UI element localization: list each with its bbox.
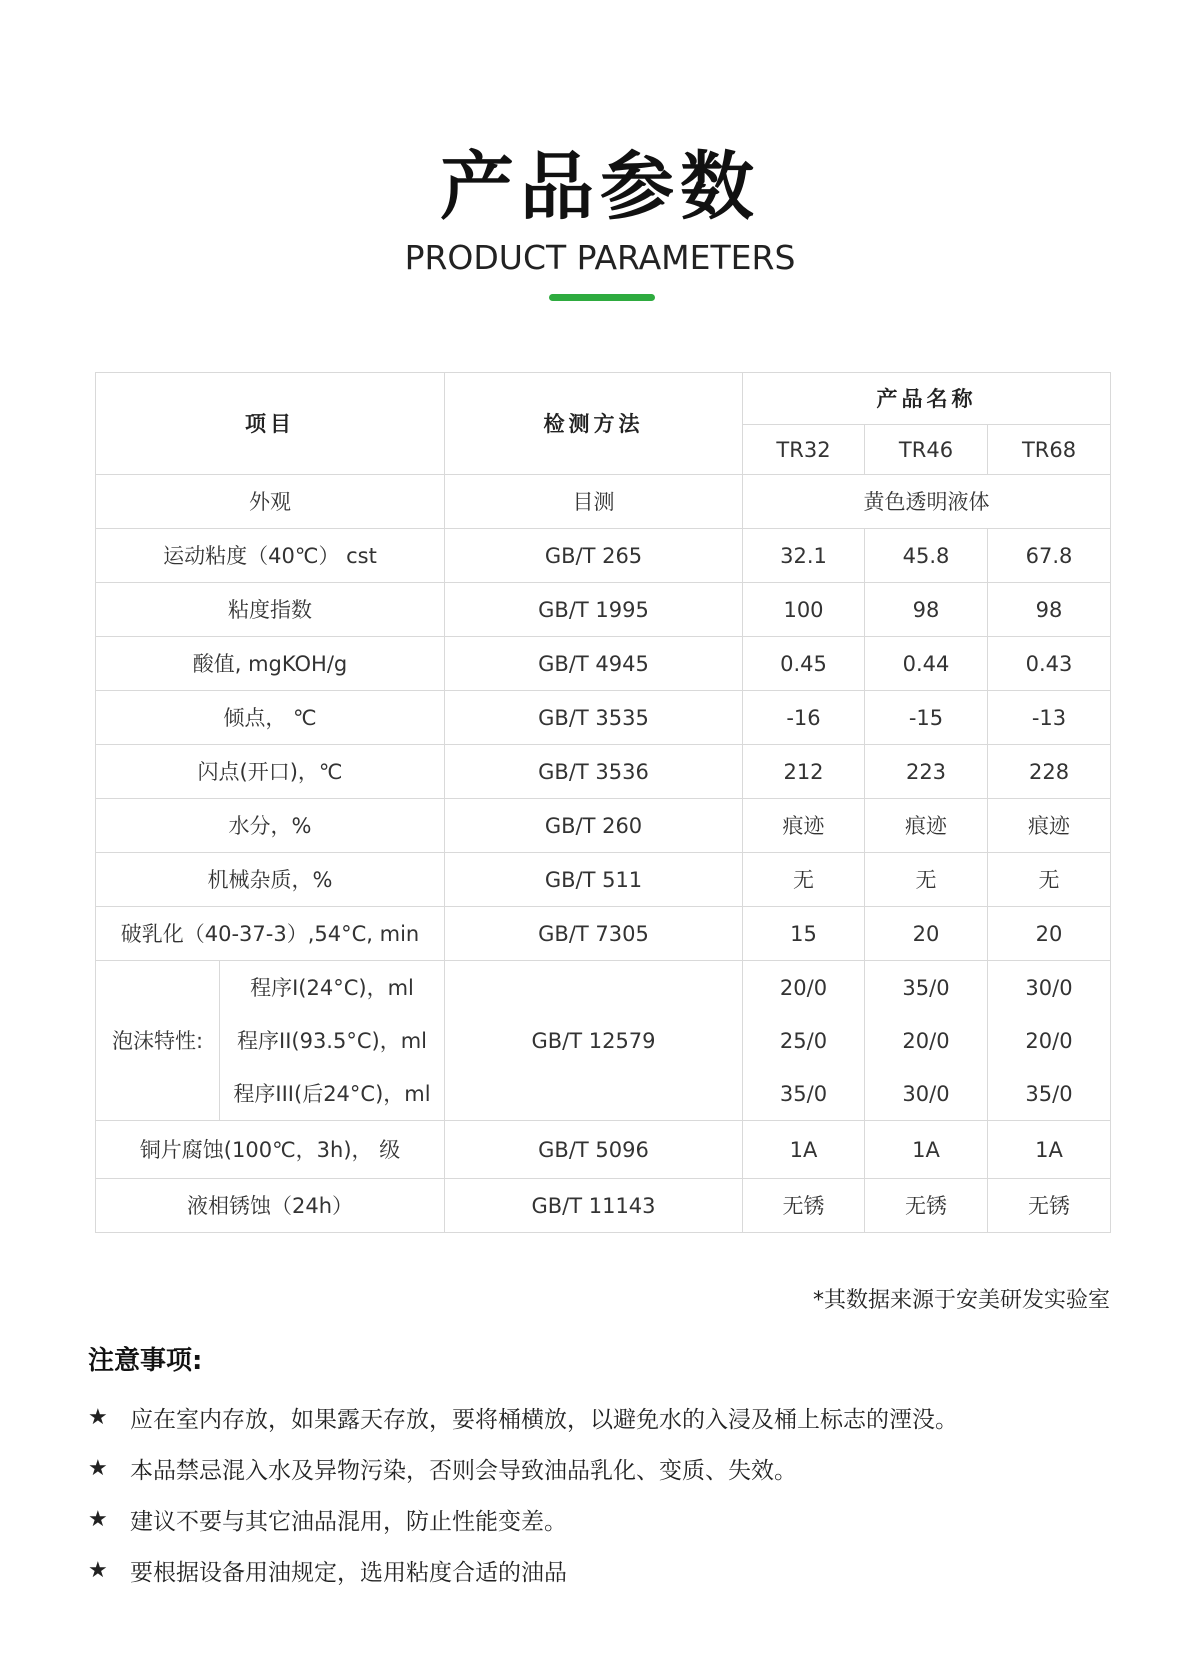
row-value: 20 (865, 907, 988, 961)
row-value: 痕迹 (743, 799, 865, 853)
row-item: 机械杂质，% (96, 853, 445, 907)
row-value: 无锈 (988, 1179, 1111, 1233)
foam-method: GB/T 12579 (445, 961, 743, 1121)
row-method: GB/T 4945 (445, 637, 743, 691)
product-tr68: TR68 (988, 425, 1111, 475)
header-product: 产品名称 (743, 373, 1111, 425)
foam-label: 泡沫特性: (96, 961, 220, 1121)
row-item: 闪点(开口)，℃ (96, 745, 445, 799)
row-value: 98 (865, 583, 988, 637)
row-item: 液相锈蚀（24h） (96, 1179, 445, 1233)
product-tr46: TR46 (865, 425, 988, 475)
row-item: 铜片腐蚀(100℃，3h)， 级 (96, 1121, 445, 1179)
row-method: GB/T 1995 (445, 583, 743, 637)
note-text: 要根据设备用油规定，选用粘度合适的油品 (130, 1560, 567, 1586)
note-text: 本品禁忌混入水及异物污染，否则会导致油品乳化、变质、失效。 (130, 1458, 797, 1484)
list-item (88, 1545, 958, 1596)
row-item: 倾点， ℃ (96, 691, 445, 745)
row-value: 100 (743, 583, 865, 637)
row-value: 228 (988, 745, 1111, 799)
row-item: 粘度指数 (96, 583, 445, 637)
row-value: -13 (988, 691, 1111, 745)
row-method: GB/T 7305 (445, 907, 743, 961)
row-value: 67.8 (988, 529, 1111, 583)
foam-sub-item: 程序I(24°C)，ml (220, 961, 445, 1015)
row-item: 酸值, mgKOH/g (96, 637, 445, 691)
table-row (96, 475, 1111, 529)
parameters-table (95, 372, 1111, 1233)
row-value: 0.44 (865, 637, 988, 691)
row-value: 20/0 (743, 961, 865, 1015)
row-method: GB/T 260 (445, 799, 743, 853)
row-value: 223 (865, 745, 988, 799)
row-value: 35/0 (743, 1067, 865, 1121)
table-row (96, 745, 1111, 799)
star-icon: ★ (88, 1507, 108, 1532)
note-text: 建议不要与其它油品混用，防止性能变差。 (130, 1509, 567, 1535)
row-value: 无 (988, 853, 1111, 907)
foam-sub-item: 程序III(后24°C)，ml (220, 1067, 445, 1121)
note-text: 应在室内存放，如果露天存放，要将桶横放，以避免水的入浸及桶上标志的湮没。 (130, 1407, 958, 1433)
title-underline (549, 294, 655, 301)
row-value: 痕迹 (988, 799, 1111, 853)
row-value: -16 (743, 691, 865, 745)
foam-sub-item: 程序II(93.5°C)，ml (220, 1014, 445, 1067)
row-value: 32.1 (743, 529, 865, 583)
row-method: 目测 (445, 475, 743, 529)
header-method: 检测方法 (445, 373, 743, 475)
row-value: 35/0 (988, 1067, 1111, 1121)
notes-title: 注意事项: (88, 1346, 203, 1376)
list-item (88, 1392, 958, 1443)
table-row (96, 853, 1111, 907)
page-subtitle: PRODUCT PARAMETERS (404, 238, 796, 277)
table-row (96, 907, 1111, 961)
foam-row (96, 961, 1111, 1015)
row-method: GB/T 511 (445, 853, 743, 907)
row-method: GB/T 11143 (445, 1179, 743, 1233)
row-value: 30/0 (988, 961, 1111, 1015)
row-value: 20/0 (865, 1014, 988, 1067)
star-icon: ★ (88, 1456, 108, 1481)
row-method: GB/T 3535 (445, 691, 743, 745)
row-value: -15 (865, 691, 988, 745)
table-row (96, 691, 1111, 745)
list-item (88, 1443, 958, 1494)
row-value: 20 (988, 907, 1111, 961)
table-row (96, 1179, 1111, 1233)
table-row (96, 1121, 1111, 1179)
row-value: 98 (988, 583, 1111, 637)
row-value: 黄色透明液体 (743, 475, 1111, 529)
row-value: 无 (865, 853, 988, 907)
row-item: 外观 (96, 475, 445, 529)
row-method: GB/T 5096 (445, 1121, 743, 1179)
row-item: 破乳化（40-37-3）,54°C, min (96, 907, 445, 961)
source-note: *其数据来源于安美研发实验室 (812, 1288, 1110, 1313)
table-row (96, 529, 1111, 583)
row-value: 212 (743, 745, 865, 799)
row-value: 无锈 (865, 1179, 988, 1233)
row-value: 0.43 (988, 637, 1111, 691)
row-value: 无锈 (743, 1179, 865, 1233)
row-value: 1A (743, 1121, 865, 1179)
table-row (96, 583, 1111, 637)
star-icon: ★ (88, 1558, 108, 1583)
notes-list (88, 1392, 958, 1596)
row-value: 1A (988, 1121, 1111, 1179)
row-value: 45.8 (865, 529, 988, 583)
row-item: 运动粘度（40℃） cst (96, 529, 445, 583)
row-method: GB/T 265 (445, 529, 743, 583)
list-item (88, 1494, 958, 1545)
product-tr32: TR32 (743, 425, 865, 475)
row-value: 25/0 (743, 1014, 865, 1067)
row-value: 20/0 (988, 1014, 1111, 1067)
row-value: 35/0 (865, 961, 988, 1015)
header-item: 项目 (96, 373, 445, 475)
row-value: 无 (743, 853, 865, 907)
star-icon: ★ (88, 1405, 108, 1430)
row-method: GB/T 3536 (445, 745, 743, 799)
page-title: 产品参数 (440, 144, 760, 230)
table-row (96, 799, 1111, 853)
row-value: 痕迹 (865, 799, 988, 853)
row-value: 30/0 (865, 1067, 988, 1121)
row-item: 水分，% (96, 799, 445, 853)
row-value: 0.45 (743, 637, 865, 691)
table-row (96, 637, 1111, 691)
row-value: 15 (743, 907, 865, 961)
row-value: 1A (865, 1121, 988, 1179)
